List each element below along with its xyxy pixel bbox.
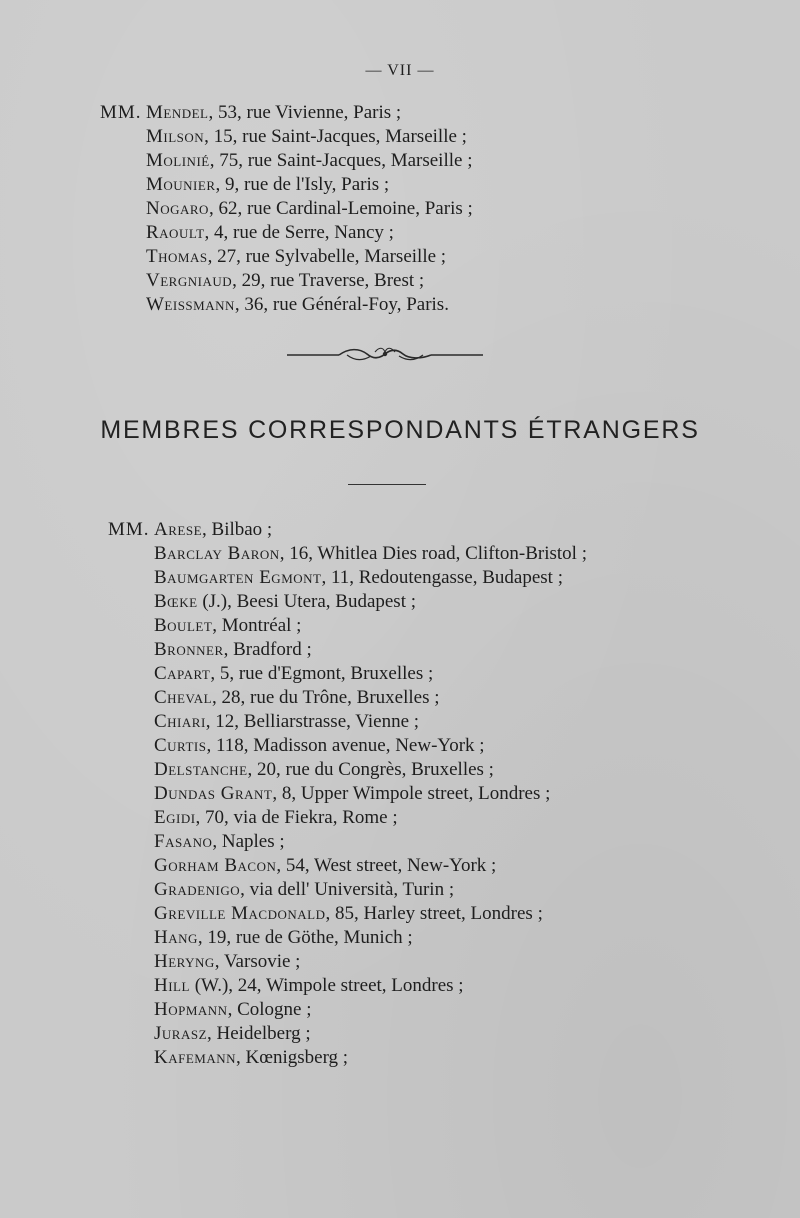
list-item (108, 662, 587, 686)
list-item (100, 197, 473, 221)
decorative-ornament-icon (287, 344, 483, 364)
list-item (100, 101, 473, 125)
member-name: Raoult (146, 222, 205, 243)
list-item (108, 566, 587, 590)
member-name: Egidi (154, 807, 196, 828)
list-item (108, 830, 587, 854)
member-name: Capart (154, 663, 211, 684)
list-item (108, 758, 587, 782)
list-item (108, 590, 587, 614)
list-item (100, 173, 473, 197)
member-list-france (100, 101, 473, 317)
member-name: Barclay Baron (154, 543, 280, 564)
member-name: Hill (154, 975, 190, 996)
member-address: , 9, rue de l'Isly, Paris ; (215, 174, 390, 195)
mm-label: MM. (108, 519, 150, 540)
list-item (100, 221, 473, 245)
member-name: Kafemann (154, 1047, 237, 1068)
member-address: , 20, rue du Congrès, Bruxelles ; (247, 759, 494, 780)
member-name: Hopmann (154, 999, 228, 1020)
member-address: , Montréal ; (212, 615, 302, 636)
list-item (108, 950, 587, 974)
list-item (108, 614, 587, 638)
member-address: , Bilbao ; (202, 519, 273, 540)
member-name: Thomas (146, 246, 208, 267)
member-address: (W.), 24, Wimpole street, Londres ; (189, 975, 464, 996)
member-name: Weissmann (146, 294, 235, 315)
member-name: Milson (146, 126, 205, 147)
list-item (108, 1022, 587, 1046)
member-list-foreign (108, 518, 587, 1070)
member-address: , 19, rue de Göthe, Munich ; (197, 927, 413, 948)
member-address: , 85, Harley street, Londres ; (325, 903, 543, 924)
list-item (100, 125, 473, 149)
list-item (108, 926, 587, 950)
member-name: Arese (154, 519, 203, 540)
member-address: , 118, Madisson avenue, New-York ; (206, 735, 485, 756)
member-name: Bronner (154, 639, 224, 660)
section-heading: MEMBRES CORRESPONDANTS ÉTRANGERS (100, 416, 700, 444)
member-name: Mendel (146, 102, 209, 123)
member-address: , 4, rue de Serre, Nancy ; (204, 222, 394, 243)
member-address: (J.), Beesi Utera, Budapest ; (197, 591, 417, 612)
member-address: , 54, West street, New-York ; (276, 855, 497, 876)
page-number: — VII — (365, 62, 435, 79)
member-address: , 28, rue du Trône, Bruxelles ; (212, 687, 440, 708)
member-address: , 16, Whitlea Dies road, Clifton-Bristol ; (279, 543, 587, 564)
member-address: , 29, rue Traverse, Brest ; (232, 270, 425, 291)
member-name: Boulet (154, 615, 213, 636)
list-item (100, 149, 473, 173)
member-address: , 36, rue Général-Foy, Paris. (234, 294, 449, 315)
member-address: , 11, Redoutengasse, Budapest ; (321, 567, 563, 588)
list-item (108, 998, 587, 1022)
list-item (108, 1046, 587, 1070)
list-item (108, 638, 587, 662)
member-name: Cheval (154, 687, 213, 708)
member-address: , 62, rue Cardinal-Lemoine, Paris ; (208, 198, 473, 219)
member-name: Chiari (154, 711, 206, 732)
member-address: , 12, Belliarstrasse, Vienne ; (205, 711, 420, 732)
member-name: Bœke (154, 591, 198, 612)
list-item (108, 902, 587, 926)
list-item (108, 734, 587, 758)
member-address: , Bradford ; (223, 639, 312, 660)
member-address: , 15, rue Saint-Jacques, Marseille ; (204, 126, 467, 147)
member-name: Curtis (154, 735, 207, 756)
member-address: , Varsovie ; (214, 951, 301, 972)
member-name: Dundas Grant (154, 783, 273, 804)
list-item (100, 269, 473, 293)
member-address: , 70, via de Fiekra, Rome ; (195, 807, 398, 828)
member-name: Gorham Bacon (154, 855, 277, 876)
member-address: , Heidelberg ; (207, 1023, 311, 1044)
member-address: , 53, rue Vivienne, Paris ; (208, 102, 402, 123)
member-address: , 5, rue d'Egmont, Bruxelles ; (210, 663, 434, 684)
member-name: Delstanche (154, 759, 248, 780)
list-item (100, 293, 473, 317)
member-name: Mounier (146, 174, 216, 195)
list-item (108, 782, 587, 806)
list-item (108, 974, 587, 998)
member-name: Greville Macdonald (154, 903, 326, 924)
member-name: Nogaro (146, 198, 209, 219)
member-name: Jurasz (154, 1023, 208, 1044)
member-address: , Cologne ; (227, 999, 312, 1020)
list-item (108, 878, 587, 902)
member-address: , Kœnigsberg ; (236, 1047, 349, 1068)
heading-rule (348, 484, 426, 485)
list-item (108, 710, 587, 734)
member-name: Baumgarten Egmont (154, 567, 322, 588)
member-name: Molinié (146, 150, 210, 171)
list-item (108, 806, 587, 830)
member-address: , 75, rue Saint-Jacques, Marseille ; (209, 150, 473, 171)
mm-label: MM. (100, 102, 142, 123)
list-item (108, 686, 587, 710)
member-name: Heryng (154, 951, 215, 972)
list-item (108, 542, 587, 566)
member-name: Gradenigo (154, 879, 241, 900)
member-address: , via dell' Università, Turin ; (240, 879, 455, 900)
member-name: Hang (154, 927, 198, 948)
list-item (108, 518, 587, 542)
member-address: , 8, Upper Wimpole street, Londres ; (272, 783, 551, 804)
list-item (100, 245, 473, 269)
member-address: , Naples ; (212, 831, 285, 852)
member-name: Fasano (154, 831, 213, 852)
member-name: Vergniaud (146, 270, 233, 291)
list-item (108, 854, 587, 878)
member-address: , 27, rue Sylvabelle, Marseille ; (207, 246, 447, 267)
